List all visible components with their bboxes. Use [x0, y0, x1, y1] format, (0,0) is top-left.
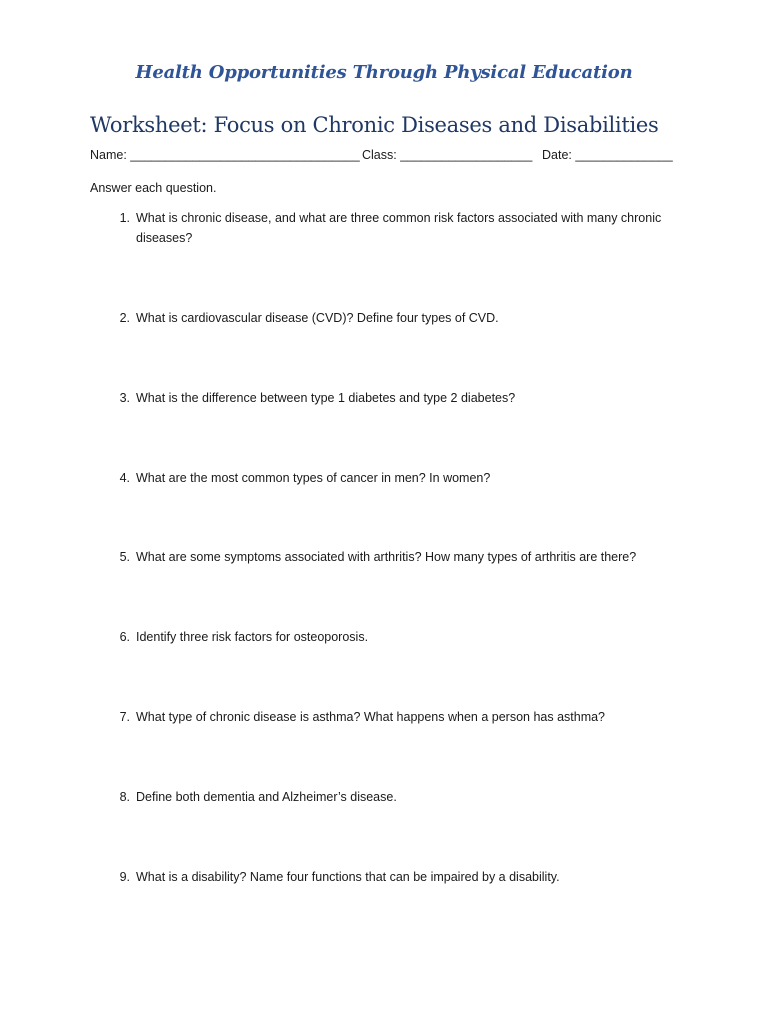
question-number: 8.: [119, 790, 130, 804]
question-number: 5.: [119, 550, 130, 564]
question-text: What is the difference between type 1 diabetes and type 2 diabetes?: [136, 391, 516, 405]
question-text: Identify three risk factors for osteoporosis.: [136, 630, 369, 644]
question-number: 9.: [119, 870, 130, 884]
instructions: Answer each question.: [90, 181, 217, 195]
class-field[interactable]: Class: ___________________: [362, 148, 533, 162]
name-field[interactable]: Name: _________________________________: [90, 148, 360, 162]
question-text: What type of chronic disease is asthma? What happens when a person has asthma?: [136, 710, 606, 724]
question-number: 2.: [119, 311, 130, 325]
question-text: What is chronic disease, and what are three common risk factors associated with many chronic diseases?: [136, 211, 662, 245]
question-text: What are some symptoms associated with arthritis? How many types of arthritis are there?: [136, 550, 637, 564]
question-number: 1.: [119, 211, 130, 225]
worksheet-title: Worksheet: Focus on Chronic Diseases and Disabilities: [90, 113, 659, 137]
date-field[interactable]: Date: ______________: [542, 148, 673, 162]
question-text: What is cardiovascular disease (CVD)? Define four types of CVD.: [136, 311, 499, 325]
question-text: What is a disability? Name four functions that can be impaired by a disability.: [136, 870, 560, 884]
question-text: Define both dementia and Alzheimer’s disease.: [136, 790, 397, 804]
question-number: 3.: [119, 391, 130, 405]
question-number: 4.: [119, 471, 130, 485]
document-header-title: Health Opportunities Through Physical Education: [135, 62, 633, 83]
question-number: 7.: [119, 710, 130, 724]
question-number: 6.: [119, 630, 130, 644]
question-text: What are the most common types of cancer in men? In women?: [136, 471, 491, 485]
